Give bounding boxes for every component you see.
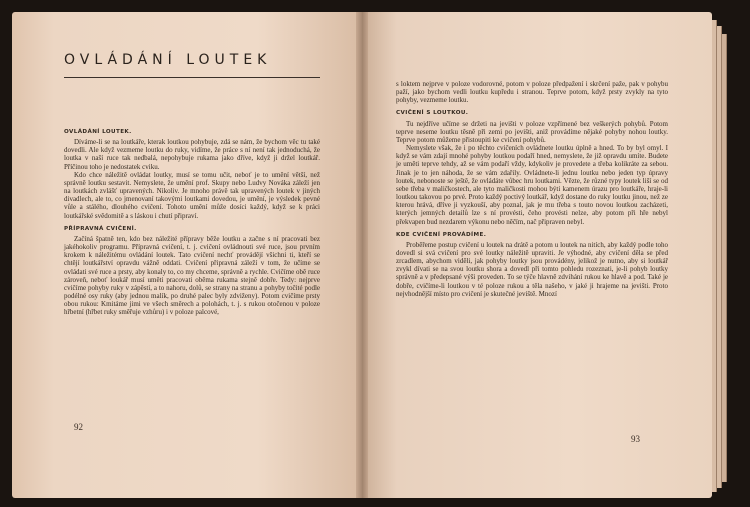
page-number-right: 93 xyxy=(631,434,640,444)
page-number-left: 92 xyxy=(74,422,83,432)
chapter-rule xyxy=(64,77,320,78)
paragraph: Kdo chce náležitě ovládat loutky, musí se tomu učit, neboť je to umění větší, než správně loutku sestavit. Nemyslete, že umění prof. Skupy nebo Ludvy Nováka záleží jen na loutkách zvlášť upravených. Nikoliv. Je mnoho právě tak upravených loutek v jiných divadlech, ale to, co jmenovaní takovými loutkami dovedou, je umění, je výsledek pevné vůle a stálého, dlouhého cvičení. Tohoto umění může dosíci každý, když se k práci loutkářské svědomitě a s láskou i chutí připraví. xyxy=(64,170,320,220)
paragraph: s loktem nejprve v poloze vodorovné, potom v poloze předpažení i skrčení paže, pak v pohybu paží, jako bychom vedli loutku kupředu i stranou. Teprve potom, když prsty zvykly na tyto pohyby, vezmeme loutku. xyxy=(396,80,668,105)
paragraph: Proběřeme postup cvičení u loutek na drátě a potom u loutek na nitích, aby každý podle toho dovedl si svá cvičení pro své loutky náležitě upraviti. Je výhodné, aby cvičení děla se před zrcadlem, abychom viděli, jak pohyby loutky jsou provádény, jelikož je nutno, aby si loutkář zvykl dívati se na svou loutku shora a dovedl při tomto pohledu rozeznati, je-li pohyb loutky správně a v předepsané výši proveden. To se týče hlavně zdvihání rukou ke hlavě a pod. Také je dobře, cvičíme-li loutkou v té poloze rukou a těla našeho, v jaké ji hrajeme na jevišti. Proto nejvhodnější místo pro cvičení je skutečné jeviště. Mnozí xyxy=(396,240,668,298)
chapter-title: OVLÁDÁNÍ LOUTEK xyxy=(64,52,272,68)
section-heading: KDE CVIČENÍ PROVÁDÍME. xyxy=(396,231,487,238)
paragraph: Tu nejdříve učíme se držeti na jevišti v poloze vzpřímené bez veškerých pohybů. Potom teprve neseme loutku těsně při zemi po jevišti, aniž provádíme nějaké pohyby nohou loutky. Teprve potom můžeme přistoupiti ke cvičení pohybů. xyxy=(396,119,668,144)
page-edge xyxy=(722,34,727,482)
left-text-column xyxy=(64,128,320,316)
section-heading: CVIČENÍ S LOUTKOU. xyxy=(396,110,469,117)
section-heading: PŘÍPRAVNÁ CVIČENÍ. xyxy=(64,225,137,232)
section-heading: OVLÁDÁNÍ LOUTEK. xyxy=(64,129,132,135)
right-text-column xyxy=(396,80,668,298)
paragraph: Začíná špatně ten, kdo bez náležité přípravy běže loutku a začne s ní pracovati bez jakéhokoliv programu. Přípravná cvičení, t. j. cvičení ovládnouti své ruce, jsou prvním krokem k náležitému ovládání loutek. Tato cvičení nechť provádějí všichni ti, kteří se chtějí loutkářství opravdu vážně oddati. Cvičení připravná záleží v tom, že učíme se ovládati své ruce a prsty, aby konaly to, co my chceme, správně a rychle. Cvičíme obě ruce zároveň, neboť loukář musí uměti pracovati oběma rukama stejně dobře. Tedy: nejprve cvičíme pohyby ruky v zápěstí, a to nahoru, dolů, se strany na stranu a pohyby točité podle podélné osy ruky (aby jednou malík, po druhé palec byly zdviženy). Potom cvičíme prsty obou rukou: Kmitáme jimi ve všech směrech a polohách, t. j. s rukou otočenou v poloze hřbetní (hřbet ruky směřuje vzhůru) i v poloze palcové, xyxy=(64,234,320,317)
paragraph: Nemyslete však, že i po těchto cvičeních ovládnete loutku úplně a hned. To by byl omyl. I když se vám zdají mnohé pohyby loutkou podaří hned, nemyslete, že již opravdu umíte. Budete je uměti teprve tehdy, až se vám podaří vždy, kdykoliv je provedete a třeba kolikráte za sebou. Jinak je to jen náhoda, že se vám zdařily. Ovládnete-li jednu loutku nebo jeden typ úpravy loutek, nebonoste se ještě, že ovládáte vůbec hru loutkami. Vězte, že různé typy loutek liší se od sebe třeba v maličkostech, ale tyto maličkosti mohou býti kamenem úrazu pro loutkáře, hraje-li loutkou takovou po prvé. Proto každý poctivý loutkář, když dostane do ruky loutku jinou, než ze kterou hrává, dříve ji vyzkouší, aby poznal, jak je mu třeba s touto novou loutkou zacházeti, kterých jemných detailů lze s ní provésti, čeho provésti nelze, aby potom při hře nebyl překvapen bud nezdarem výkonu nebo něčím, nač připraven nebyl. xyxy=(396,144,668,226)
book-spine xyxy=(356,12,368,498)
paragraph: Díváme-li se na loutkáře, kterak loutkou pohybuje, zdá se nám, že bychom věc tu také dovedli. Ale když vezmeme loutku do ruky, vidíme, že práce s ní není tak jednoduchá, že loutka v naší ruce tak nedbalá, nepohybuje rukama jako dříve, když ji držel loutkář. Příčinou toho je nedostatek cviku. xyxy=(64,138,320,171)
